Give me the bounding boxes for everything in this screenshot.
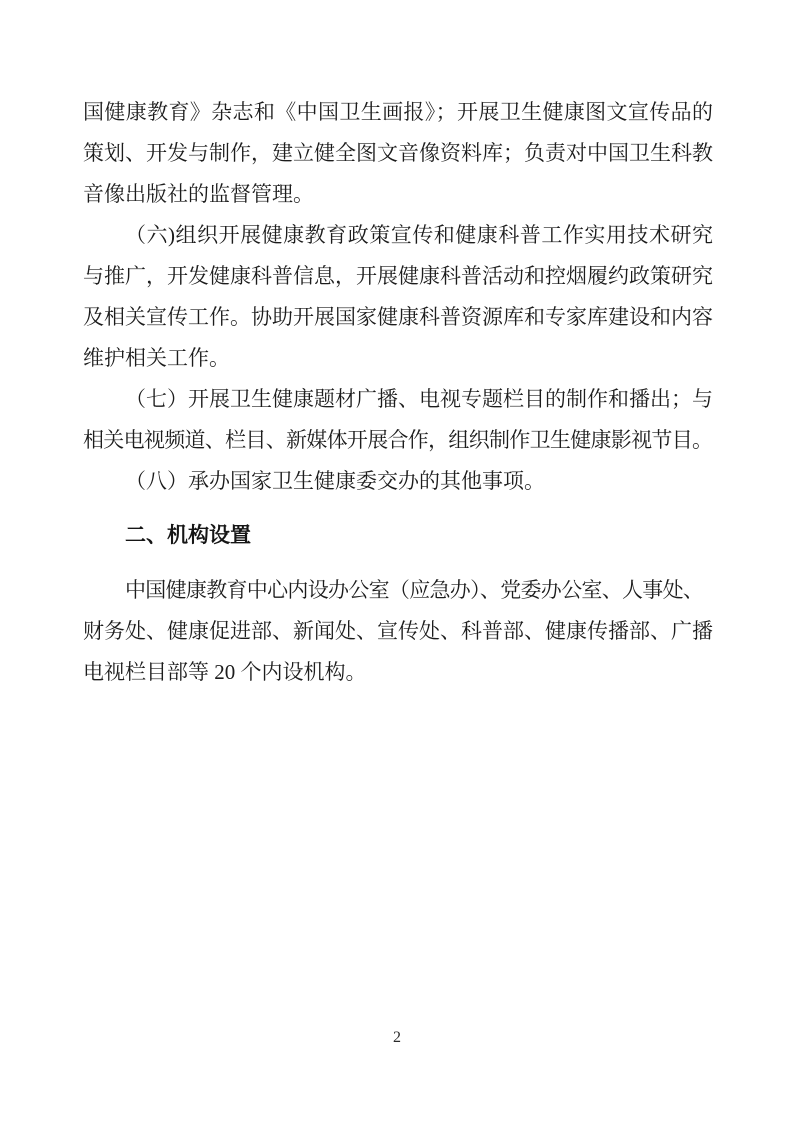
body-line: 电视栏目部等 20 个内设机构。 [83,660,367,684]
body-line: 中国健康教育中心内设办公室（应急办）、党委办公室、人事处、 [125,578,704,602]
body-line: 维护相关工作。 [83,346,230,370]
body-line: 与推广，开发健康科普信息，开展健康科普活动和控烟履约政策研究 [83,264,713,288]
body-line: 及相关宣传工作。协助开展国家健康科普资源库和专家库建设和内容 [83,305,713,329]
body-line-item-seven: （七）开展卫生健康题材广播、电视专题栏目的制作和播出；与 [125,387,713,411]
body-line-item-eight: （八）承办国家卫生健康委交办的其他事项。 [125,469,545,493]
body-line: 音像出版社的监督管理。 [83,182,314,206]
body-line: 财务处、健康促进部、新闻处、宣传处、科普部、健康传播部、广播 [83,619,713,643]
page-number: 2 [393,1029,401,1046]
body-line: 相关电视频道、栏目、新媒体开展合作，组织制作卫生健康影视节目。 [83,428,713,452]
section-heading: 二、机构设置 [125,524,251,547]
body-line: 国健康教育》杂志和《中国卫生画报》；开展卫生健康图文宣传品的 [83,100,713,124]
body-line-item-six: （六)组织开展健康教育政策宣传和健康科普工作实用技术研究 [125,223,713,247]
body-line: 策划、开发与制作，建立健全图文音像资料库；负责对中国卫生科教 [83,141,713,165]
page-content [83,92,713,693]
